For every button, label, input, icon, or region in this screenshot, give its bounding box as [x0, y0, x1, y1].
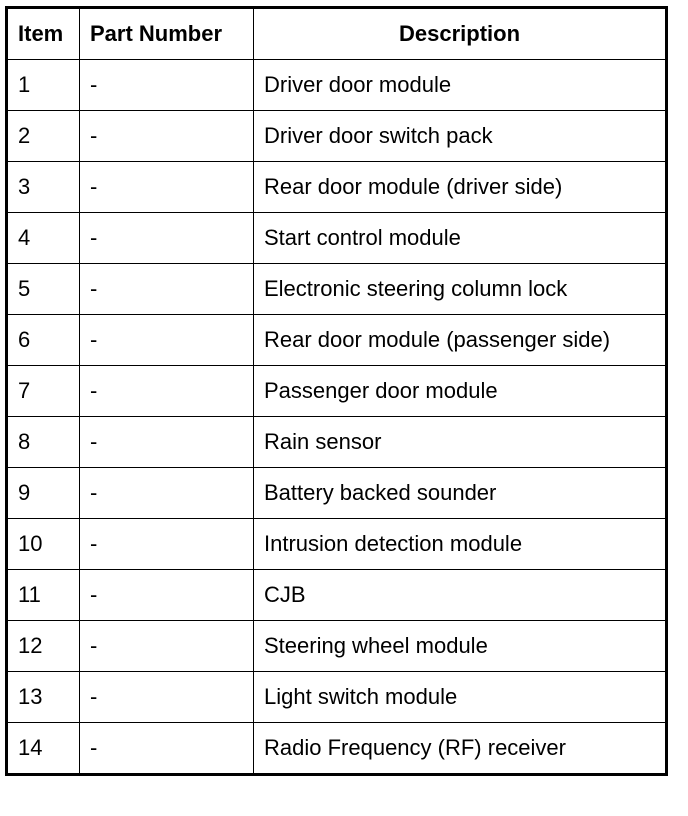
description-cell: Driver door switch pack: [254, 111, 667, 162]
item-cell: 13: [7, 672, 80, 723]
part-number-cell: -: [80, 111, 254, 162]
description-cell: Rain sensor: [254, 417, 667, 468]
item-cell: 11: [7, 570, 80, 621]
header-item: Item: [7, 8, 80, 60]
part-number-cell: -: [80, 621, 254, 672]
item-cell: 2: [7, 111, 80, 162]
item-cell: 3: [7, 162, 80, 213]
part-number-cell: -: [80, 672, 254, 723]
table-row: [7, 621, 667, 672]
table-row: [7, 519, 667, 570]
table-row: [7, 162, 667, 213]
table-row: [7, 264, 667, 315]
table-row: [7, 570, 667, 621]
table-row: [7, 672, 667, 723]
table-header-row: [7, 8, 667, 60]
item-cell: 8: [7, 417, 80, 468]
part-number-cell: -: [80, 723, 254, 775]
part-number-cell: -: [80, 519, 254, 570]
header-part-number: Part Number: [80, 8, 254, 60]
item-cell: 4: [7, 213, 80, 264]
description-cell: Passenger door module: [254, 366, 667, 417]
item-cell: 12: [7, 621, 80, 672]
item-cell: 10: [7, 519, 80, 570]
part-number-cell: -: [80, 366, 254, 417]
description-cell: Battery backed sounder: [254, 468, 667, 519]
description-cell: Driver door module: [254, 60, 667, 111]
table-row: [7, 213, 667, 264]
table-row: [7, 111, 667, 162]
item-cell: 14: [7, 723, 80, 775]
description-cell: Intrusion detection module: [254, 519, 667, 570]
header-description: Description: [254, 8, 667, 60]
parts-table: [5, 6, 668, 776]
part-number-cell: -: [80, 162, 254, 213]
part-number-cell: -: [80, 468, 254, 519]
item-cell: 1: [7, 60, 80, 111]
description-cell: CJB: [254, 570, 667, 621]
description-cell: Steering wheel module: [254, 621, 667, 672]
description-cell: Rear door module (driver side): [254, 162, 667, 213]
table-row: [7, 315, 667, 366]
item-cell: 5: [7, 264, 80, 315]
description-cell: Radio Frequency (RF) receiver: [254, 723, 667, 775]
item-cell: 9: [7, 468, 80, 519]
description-cell: Start control module: [254, 213, 667, 264]
item-cell: 7: [7, 366, 80, 417]
description-cell: Electronic steering column lock: [254, 264, 667, 315]
description-cell: Rear door module (passenger side): [254, 315, 667, 366]
table-row: [7, 417, 667, 468]
item-cell: 6: [7, 315, 80, 366]
part-number-cell: -: [80, 570, 254, 621]
table-row: [7, 60, 667, 111]
table-row: [7, 468, 667, 519]
part-number-cell: -: [80, 60, 254, 111]
table-row: [7, 723, 667, 775]
part-number-cell: -: [80, 213, 254, 264]
part-number-cell: -: [80, 417, 254, 468]
table-row: [7, 366, 667, 417]
part-number-cell: -: [80, 315, 254, 366]
part-number-cell: -: [80, 264, 254, 315]
description-cell: Light switch module: [254, 672, 667, 723]
